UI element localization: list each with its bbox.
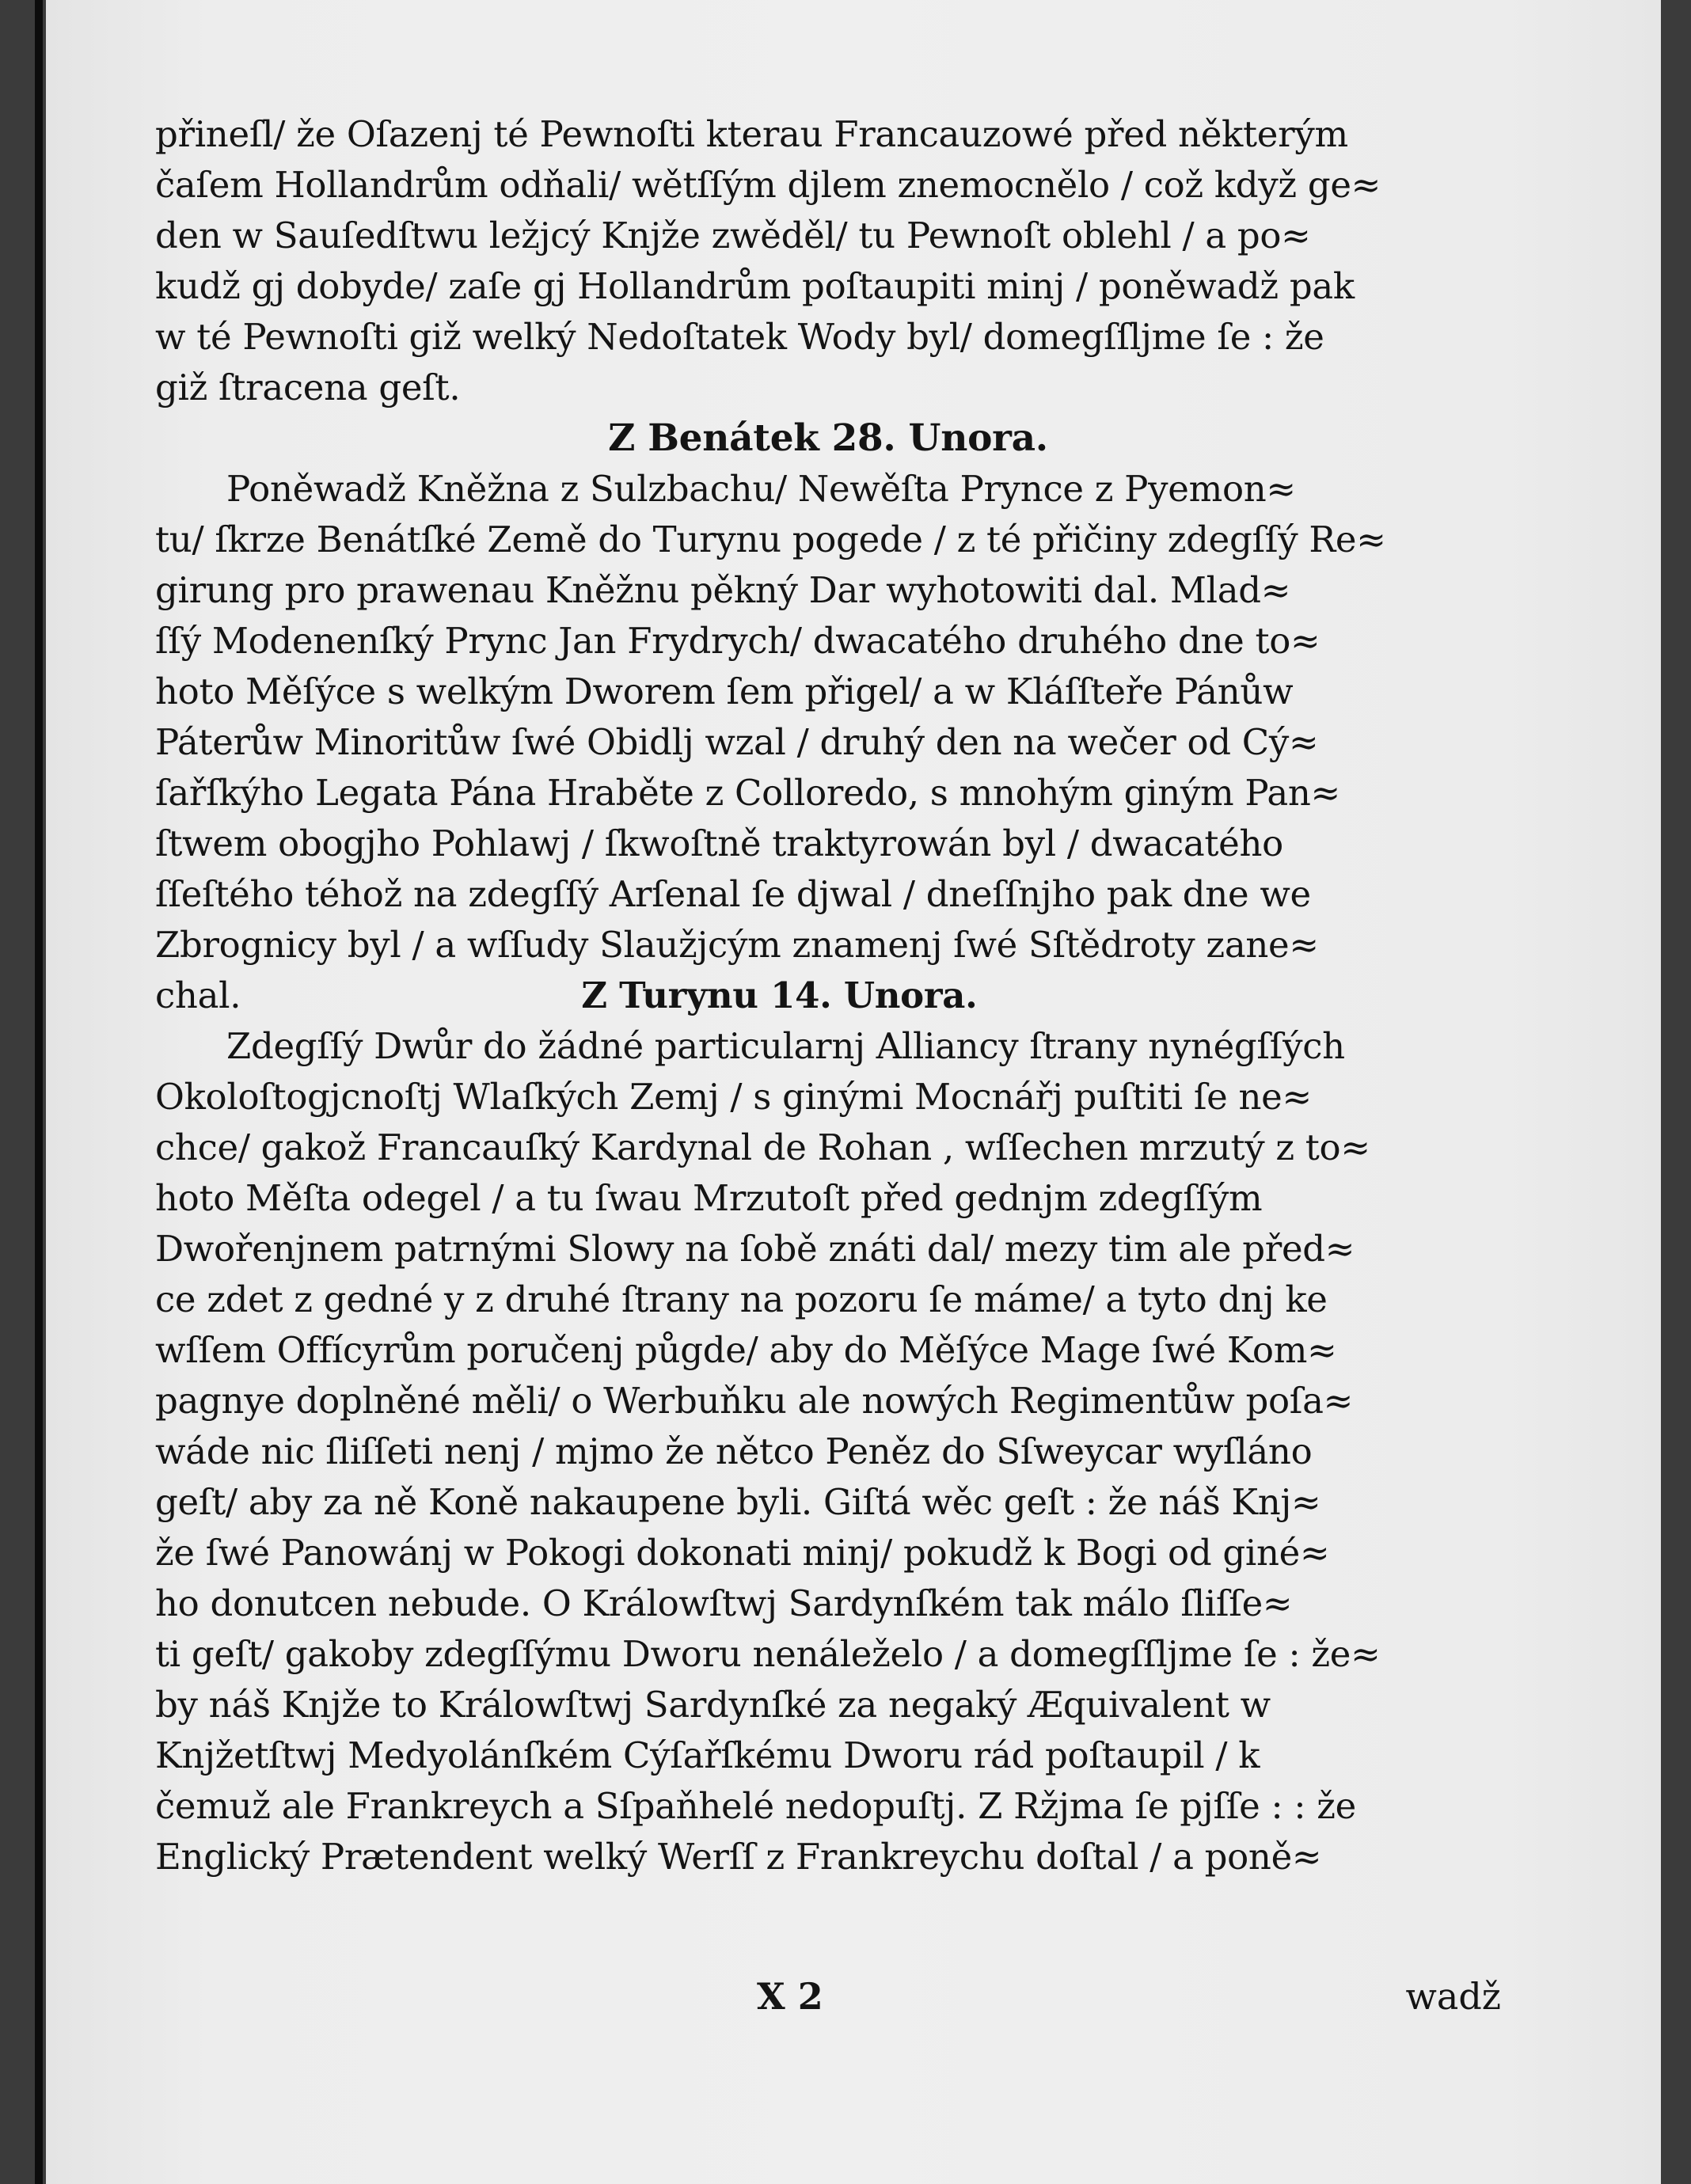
text-line: Englický Prætendent welký Werſſ z Frankreychu doſtal / a poně≈ <box>155 1836 1322 1878</box>
text-line: by náš Knjže to Králowſtwj Sardynſké za negaký Æquivalent w <box>155 1684 1271 1726</box>
text-line: Knjžetſtwj Medyolánſkém Cýſařſkému Dworu rád poſtaupil / k <box>155 1734 1260 1776</box>
binding-edge <box>35 0 43 2184</box>
signature-mark: X 2 <box>757 1975 823 2018</box>
text-line: ſtwem obogjho Pohlawj / ſkwoſtně traktyrowán byl / dwacatého <box>155 822 1283 864</box>
text-line: čaſem Hollandrům odňali/ wětſſým djlem znemocnělo / což když ge≈ <box>155 164 1381 206</box>
text-line: ti geſt/ gakoby zdegſſýmu Dworu nenáleželo / a domegſſljme ſe : že≈ <box>155 1633 1381 1675</box>
text-line: geſt/ aby za ně Koně nakaupene byli. Giſtá wěc geſt : že náš Knj≈ <box>155 1481 1321 1523</box>
text-line: wáde nic ſliſſeti nenj / mjmo že nětco Peněz do Sſweycar wyſláno <box>155 1430 1313 1472</box>
text-line: Okoloſtogjcnoſtj Wlaſkých Zemj / s ginými Mocnářj puſtiti ſe ne≈ <box>155 1076 1312 1118</box>
text-line: ce zdet z gedné y z druhé ſtrany na pozoru ſe máme/ a tyto dnj ke <box>155 1278 1328 1320</box>
text-line: ſſý Modenenſký Prync Jan Frydrych/ dwacatého druhého dne to≈ <box>155 620 1320 662</box>
text-line: w té Pewnoſti giž welký Nedoſtatek Wody byl/ domegſſljme ſe : že <box>155 316 1324 358</box>
text-line: Zbrognicy byl / a wſſudy Slaužjcým znamenj ſwé Sſtědroty zane≈ <box>155 924 1319 966</box>
catchword: wadž <box>1405 1975 1501 2018</box>
text-line: hoto Měſýce s welkým Dworem ſem přigel/ a w Kláſſteře Pánůw <box>155 670 1294 712</box>
paragraph-first-line: Zdegſſý Dwůr do žádné particularnj Alliancy ſtrany nynégſſých <box>226 1025 1345 1067</box>
text-line: ſařſkýho Legata Pána Hraběte z Colloredo, s mnohým giným Pan≈ <box>155 772 1340 814</box>
text-block <box>155 109 1501 1882</box>
text-line: hoto Měſta odegel / a tu ſwau Mrzutoſt před gednjm zdegſſým <box>155 1177 1263 1219</box>
dateline-heading: Z Turynu 14. Unora. <box>581 974 978 1016</box>
text-line: tu/ ſkrze Benátſké Země do Turynu pogede / z té přičiny zdegſſý Re≈ <box>155 518 1386 560</box>
text-line: wſſem Offícyrům poručenj půgde/ aby do Měſýce Mage ſwé Kom≈ <box>155 1329 1337 1371</box>
text-line: kudž gj dobyde/ zaſe gj Hollandrům poſtaupiti minj / poněwadž pak <box>155 265 1355 307</box>
text-line-end: chal. <box>155 974 241 1016</box>
text-line: pagnye doplněné měli/ o Werbuňku ale nowých Regimentůw poſa≈ <box>155 1380 1354 1422</box>
text-line: Páterůw Minoritůw ſwé Obidlj wzal / druhý den na wečer od Cý≈ <box>155 721 1319 763</box>
document-page <box>46 0 1661 2184</box>
text-line-with-heading <box>155 970 1501 1021</box>
dateline-heading: Z Benátek 28. Unora. <box>608 416 1048 460</box>
text-line: přineſl/ že Oſazenj té Pewnoſti kterau Francauzowé před některým <box>155 113 1348 155</box>
text-line: že ſwé Panowánj w Pokogi dokonati minj/ pokudž k Bogi od giné≈ <box>155 1532 1330 1574</box>
text-line: giž ſtracena geſt. <box>155 367 461 408</box>
text-line: ho donutcen nebude. O Králowſtwj Sardynſkém tak málo ſliſſe≈ <box>155 1582 1293 1624</box>
text-line: girung pro prawenau Kněžnu pěkný Dar wyhotowiti dal. Mlad≈ <box>155 569 1291 611</box>
text-line: Dwořenjnem patrnými Slowy na ſobě znáti dal/ mezy tim ale před≈ <box>155 1228 1355 1270</box>
text-line: čemuž ale Frankreych a Sſpaňhelé nedopuſtj. Z Ržjma ſe pjſſe : : že <box>155 1785 1356 1827</box>
text-line: ſſeſtého téhož na zdegſſý Arſenal ſe djwal / dneſſnjho pak dne we <box>155 873 1311 915</box>
text-line: den w Sauſedſtwu ležjcý Knjže zwěděl/ tu Pewnoſt oblehl / a po≈ <box>155 215 1311 256</box>
paragraph-first-line: Poněwadž Kněžna z Sulzbachu/ Newěſta Prynce z Pyemon≈ <box>226 468 1296 510</box>
page-footer <box>155 1971 1501 2022</box>
text-line: chce/ gakož Francauſký Kardynal de Rohan , wſſechen mrzutý z to≈ <box>155 1126 1370 1168</box>
